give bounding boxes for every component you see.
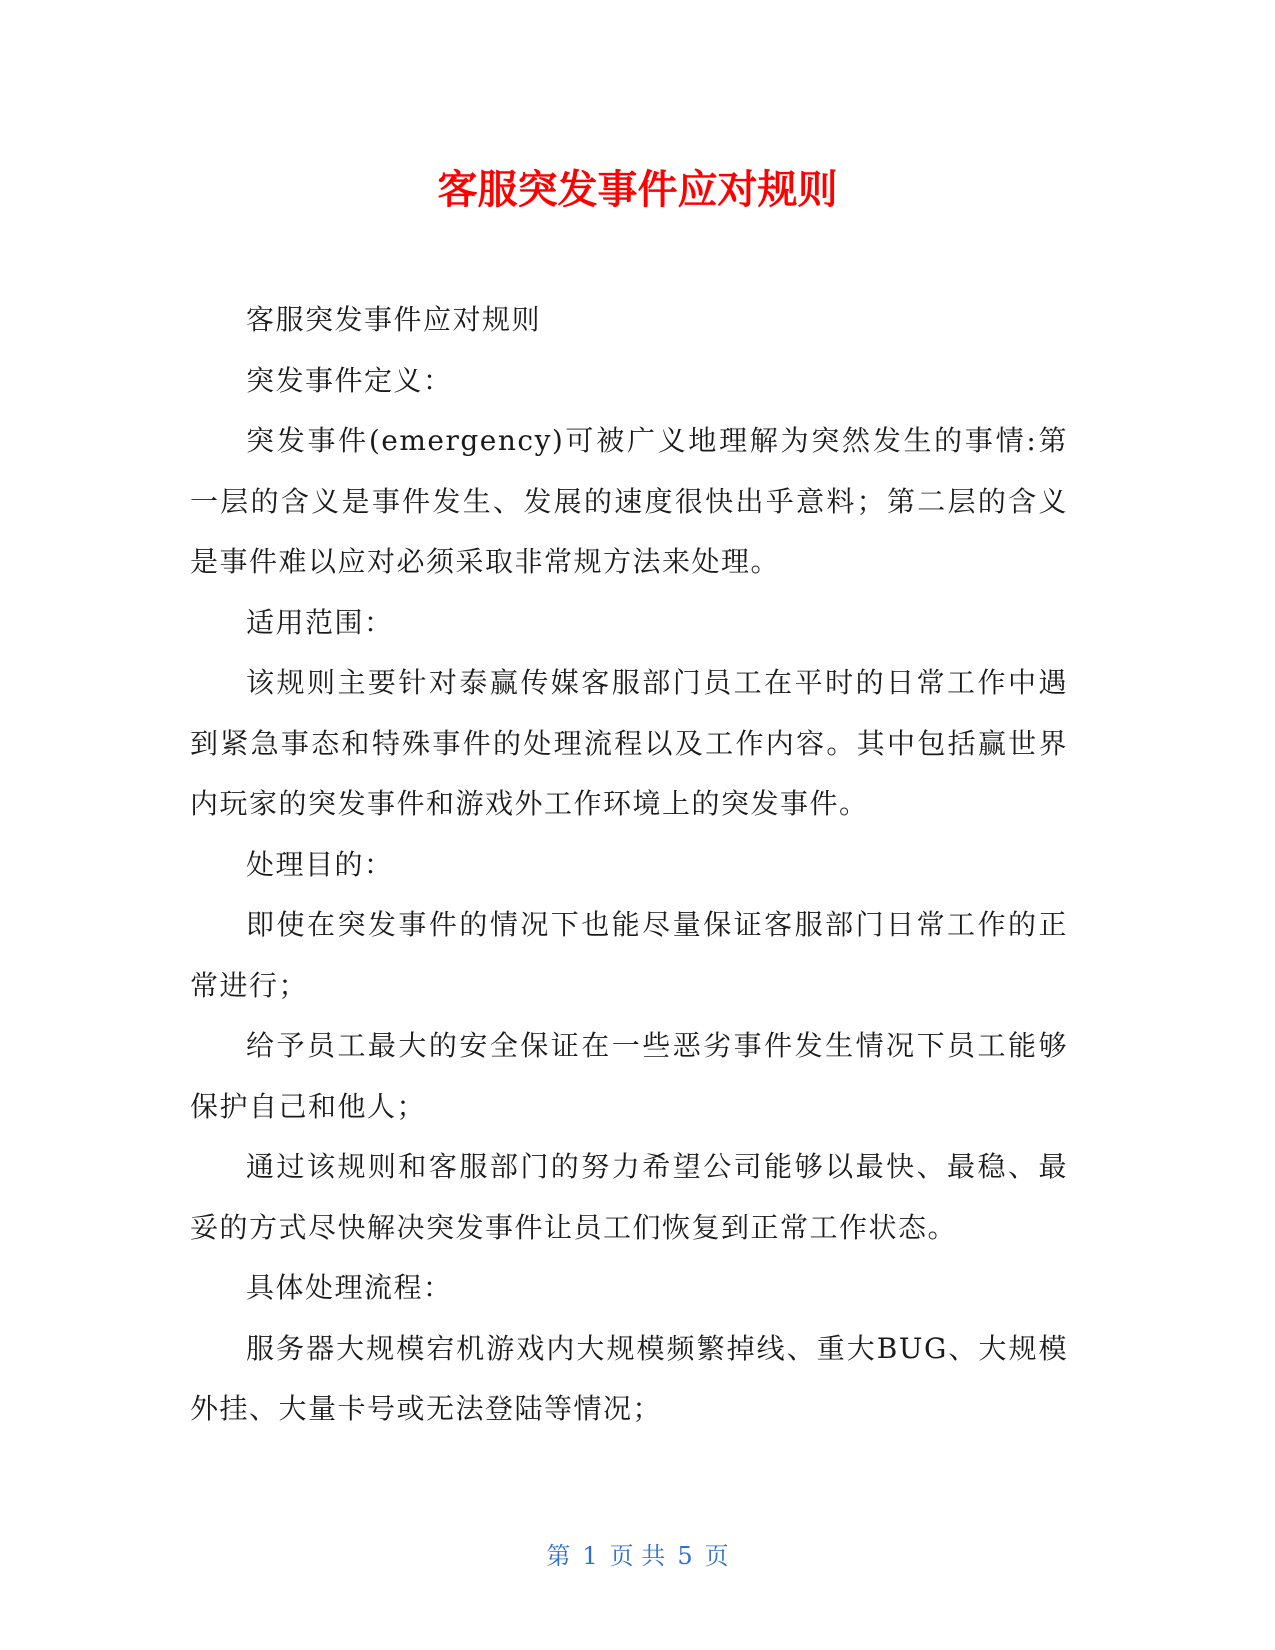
- paragraph-scope: 该规则主要针对泰赢传媒客服部门员工在平时的日常工作中遇到紧急事态和特殊事件的处理流程以及工作内容。其中包括赢世界内玩家的突发事件和游戏外工作环境上的突发事件。: [190, 666, 1068, 820]
- section-heading-process: 具体处理流程：: [246, 1271, 453, 1304]
- section-heading-purpose: 处理目的：: [246, 847, 394, 881]
- footer-suffix: 页: [704, 1542, 729, 1570]
- paragraph-purpose-2: 给予员工最大的安全保证在一些恶劣事件发生情况下员工能够保护自己和他人；: [190, 1029, 1068, 1123]
- section-heading-scope: 适用范围：: [246, 605, 394, 639]
- document-body: [190, 290, 1068, 1440]
- footer-prefix: 第: [546, 1542, 571, 1570]
- footer-total-pages: 5: [677, 1542, 693, 1570]
- paragraph-purpose-1: 即使在突发事件的情况下也能尽量保证客服部门日常工作的正常进行；: [190, 908, 1068, 1002]
- page-footer: [0, 1540, 1275, 1572]
- paragraph-purpose-3: 通过该规则和客服部门的努力希望公司能够以最快、最稳、最妥的方式尽快解决突发事件让员工们恢复到正常工作状态。: [190, 1150, 1068, 1244]
- document-title: 客服突发事件应对规则: [437, 167, 838, 213]
- section-heading-definition: 突发事件定义：: [246, 363, 453, 397]
- paragraph-heading-repeat: 客服突发事件应对规则: [246, 303, 542, 336]
- paragraph-definition: 突发事件(emergency)可被广义地理解为突然发生的事情:第一层的含义是事件发生、发展的速度很快出乎意料；第二层的含义是事件难以应对必须采取非常规方法来处理。: [190, 424, 1068, 578]
- footer-middle: 页 共: [609, 1542, 666, 1570]
- paragraph-process-1: 服务器大规模宕机游戏内大规模频繁掉线、重大BUG、大规模外挂、大量卡号或无法登陆等情况；: [190, 1331, 1068, 1425]
- footer-current-page: 1: [582, 1542, 598, 1570]
